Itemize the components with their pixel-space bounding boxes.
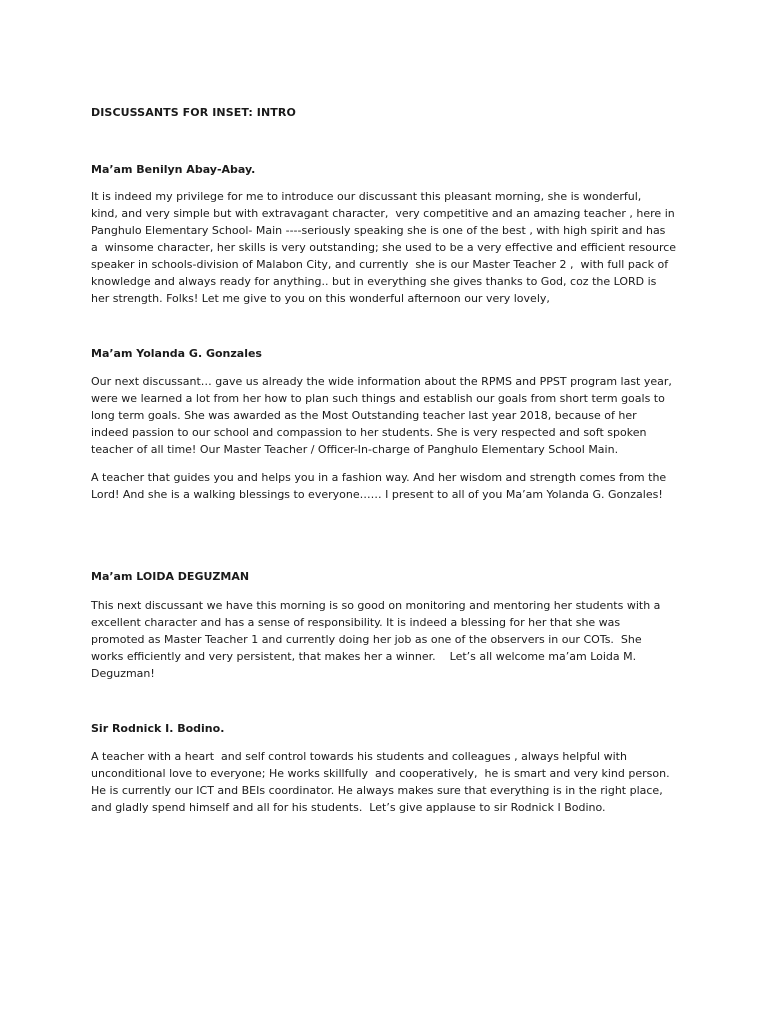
text-line: Our next discussant… gave us already the wide information about the RPMS and PPST program last year, [91, 375, 672, 388]
discussant-intro-rodnick [91, 748, 691, 816]
text-line: Panghulo Elementary School- Main ----seriously speaking she is one of the best , with high spirit and has [91, 224, 666, 237]
text-line: excellent character and has a sense of responsibility. It is indeed a blessing for her that she was [91, 616, 621, 629]
text-line: kind, and very simple but with extravagant character, very competitive and an amazing teacher , here in [91, 207, 675, 220]
text-line: works efficiently and very persistent, that makes her a winner. Let’s all welcome ma’am Loida M. [91, 650, 637, 663]
discussant-closing-yolanda [91, 469, 691, 503]
discussant-intro-loida [91, 597, 691, 682]
text-line: unconditional love to everyone; He works skillfully and cooperatively, he is smart and very kind person. [91, 767, 670, 780]
discussant-heading-yolanda: Ma’am Yolanda G. Gonzales [91, 347, 262, 360]
text-line: teacher of all time! Our Master Teacher / Officer-In-charge of Panghulo Elementary School Main. [91, 443, 619, 456]
discussant-intro-yolanda [91, 373, 691, 458]
text-line: A teacher that guides you and helps you in a fashion way. And her wisdom and strength comes from the [91, 471, 667, 484]
text-line: long term goals. She was awarded as the Most Outstanding teacher last year 2018, because of her [91, 409, 637, 422]
text-line: Lord! And she is a walking blessings to everyone…… I present to all of you Ma’am Yolanda G. Gonzales! [91, 488, 663, 501]
text-line: A teacher with a heart and self control towards his students and colleagues , always helpful with [91, 750, 627, 763]
text-line: her strength. Folks! Let me give to you on this wonderful afternoon our very lovely, [91, 292, 550, 305]
text-line: were we learned a lot from her how to plan such things and establish our goals from short term goals to [91, 392, 665, 405]
document-title: DISCUSSANTS FOR INSET: INTRO [91, 106, 296, 119]
text-line: He is currently our ICT and BEIs coordinator. He always makes sure that everything is in the right place, [91, 784, 663, 797]
discussant-intro-benilyn [91, 188, 691, 307]
text-line: This next discussant we have this morning is so good on monitoring and mentoring her students with a [91, 599, 661, 612]
discussant-heading-loida: Ma’am LOIDA DEGUZMAN [91, 570, 250, 583]
text-line: knowledge and always ready for anything.. but in everything she gives thanks to God, coz the LORD is [91, 275, 657, 288]
discussant-heading-benilyn: Ma’am Benilyn Abay-Abay. [91, 163, 256, 176]
text-line: indeed passion to our school and compassion to her students. She is very respected and soft spoken [91, 426, 647, 439]
text-line: Deguzman! [91, 667, 155, 680]
text-line: speaker in schools-division of Malabon City, and currently she is our Master Teacher 2 , with full pack of [91, 258, 669, 271]
discussant-heading-rodnick: Sir Rodnick I. Bodino. [91, 722, 225, 735]
text-line: promoted as Master Teacher 1 and currently doing her job as one of the observers in our COTs. She [91, 633, 642, 646]
text-line: a winsome character, her skills is very outstanding; she used to be a very effective and efficient resource [91, 241, 677, 254]
text-line: and gladly spend himself and all for his students. Let’s give applause to sir Rodnick I Bodino. [91, 801, 606, 814]
text-line: It is indeed my privilege for me to introduce our discussant this pleasant morning, she is wonderful, [91, 190, 642, 203]
